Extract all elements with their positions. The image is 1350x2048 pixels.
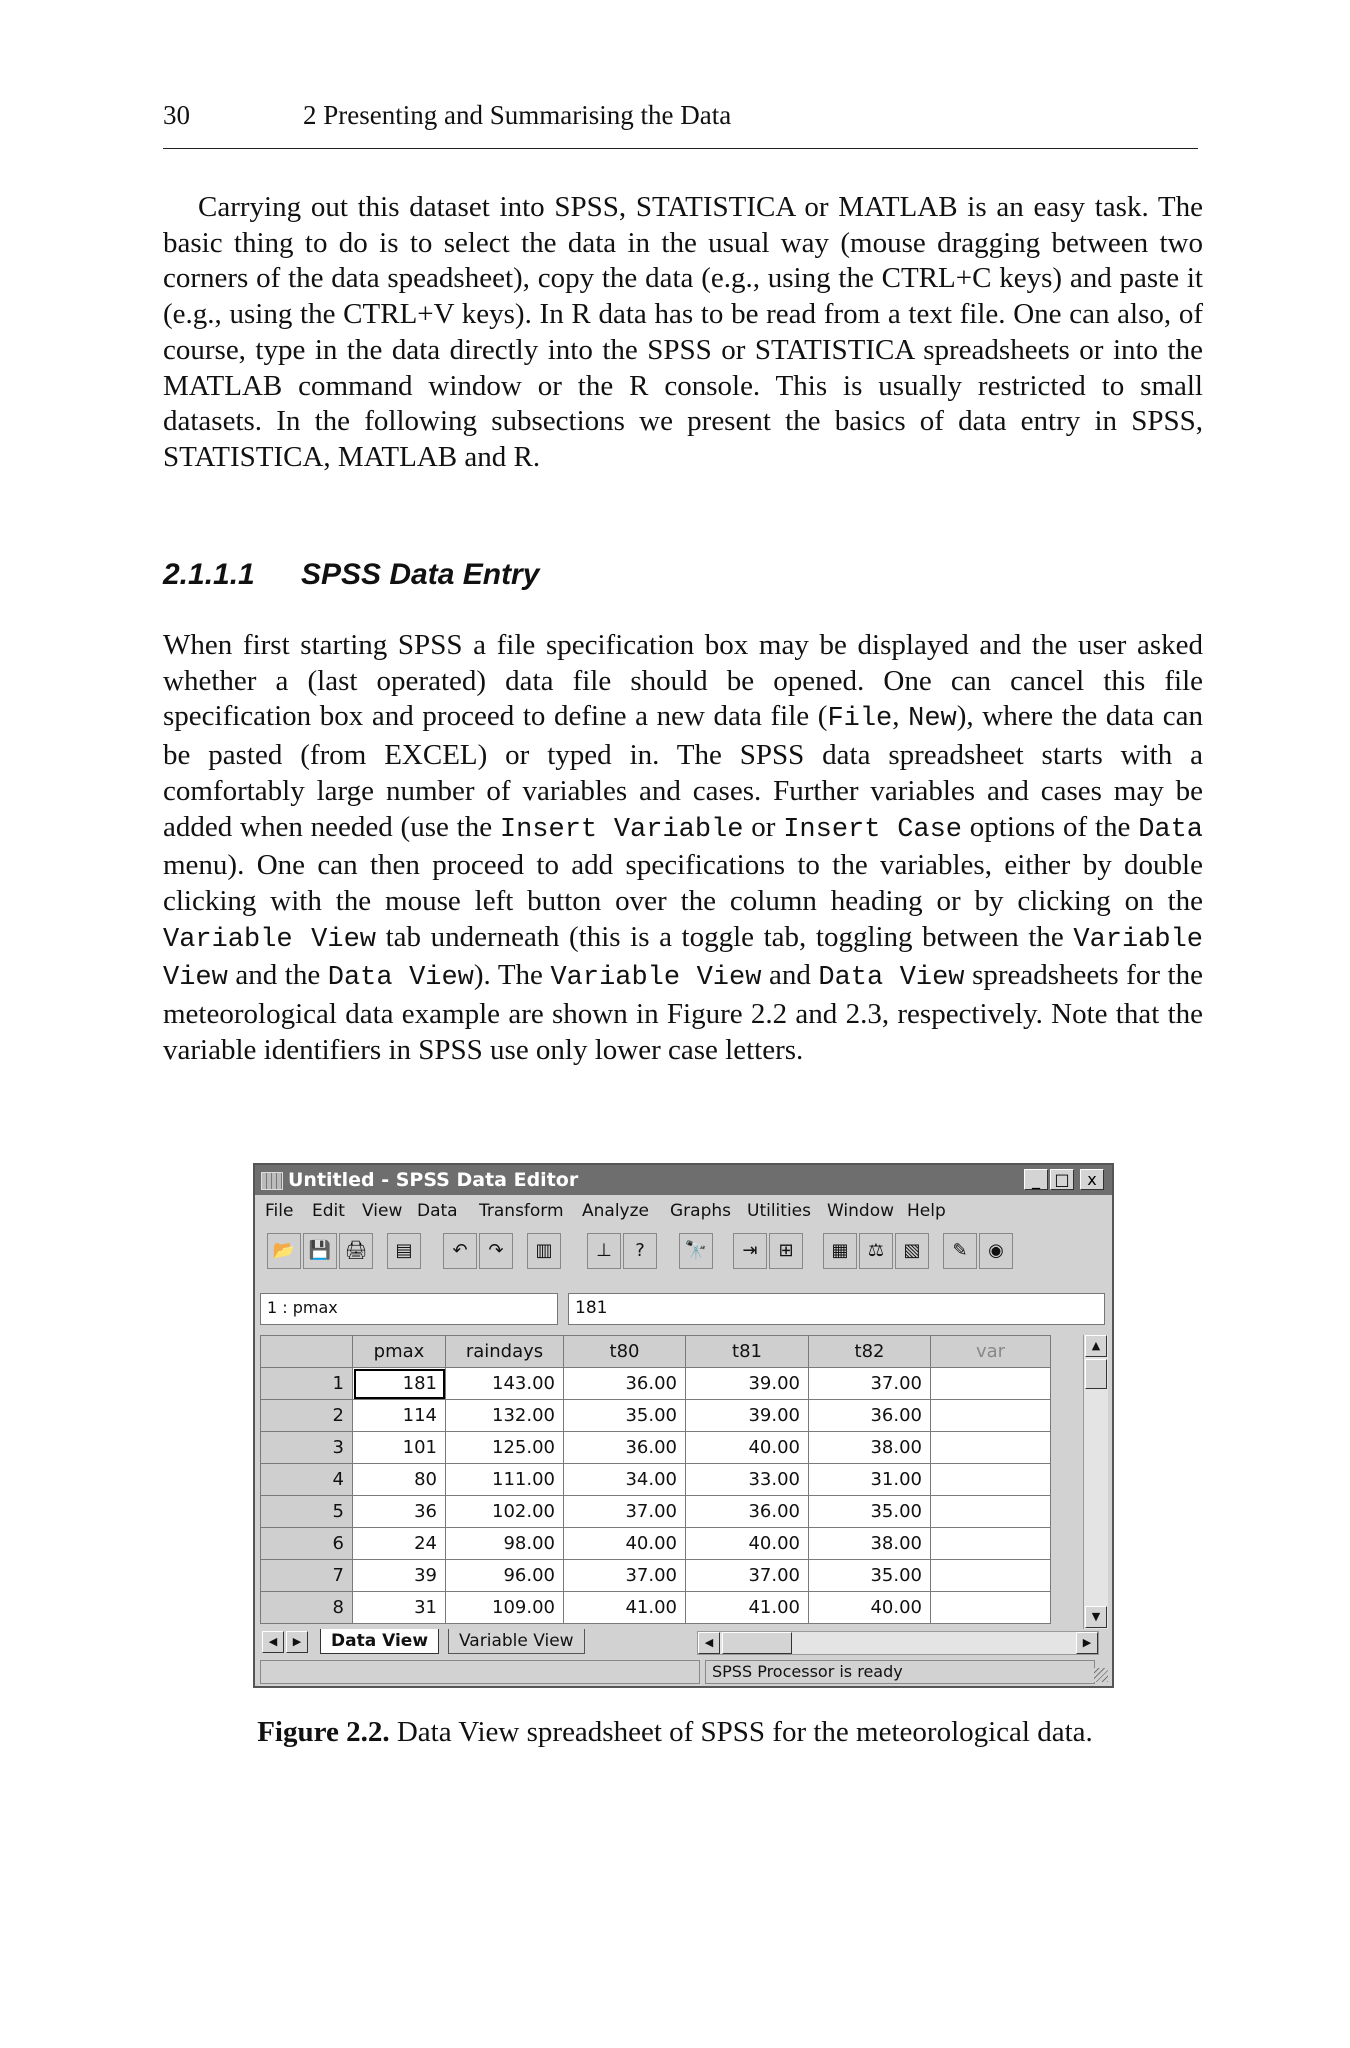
section-title: SPSS Data Entry xyxy=(301,558,540,591)
menu-edit[interactable]: Edit xyxy=(312,1201,345,1221)
section-heading xyxy=(163,558,539,592)
column-header[interactable]: raindays xyxy=(446,1336,564,1368)
scroll-thumb[interactable] xyxy=(1085,1359,1107,1389)
table-cell[interactable]: 143.00 xyxy=(446,1368,564,1400)
table-cell[interactable]: 37.00 xyxy=(686,1560,809,1592)
column-header[interactable]: pmax xyxy=(353,1336,446,1368)
table-cell[interactable]: 36 xyxy=(353,1496,446,1528)
tab-data-view[interactable]: Data View xyxy=(320,1629,439,1654)
open-icon[interactable]: 📂 xyxy=(267,1233,301,1269)
cell-editor-row xyxy=(260,1293,1105,1327)
table-cell[interactable] xyxy=(931,1592,1051,1624)
table-cell[interactable]: 40.00 xyxy=(686,1528,809,1560)
window-titlebar[interactable] xyxy=(255,1165,1112,1195)
tab-variable-view[interactable]: Variable View xyxy=(448,1629,585,1654)
table-row xyxy=(261,1560,1051,1592)
column-header[interactable]: var xyxy=(931,1336,1051,1368)
table-row xyxy=(261,1368,1051,1400)
use-sets-icon[interactable]: ◉ xyxy=(979,1233,1013,1269)
table-cell[interactable]: 36.00 xyxy=(809,1400,931,1432)
table-cell[interactable]: 109.00 xyxy=(446,1592,564,1624)
table-cell[interactable]: 38.00 xyxy=(809,1528,931,1560)
page-number: 30 xyxy=(163,100,190,130)
intro-paragraph: Carrying out this dataset into SPSS, STATISTICA or MATLAB is an easy task. The basic thing to do is to select the data in the usual way (mouse dragging between two corners of the data speadsheet), copy the data (e.g., using the CTRL+C keys) and paste it (e.g., using the CTRL+V keys). In R data has to be read from a text file. One can also, of course, type in the data directly into the SPSS or STATISTICA spreadsheets or into the MATLAB command window or the R console. This is usually restricted to small datasets. In the following subsections we present the basics of data entry in SPSS, STATISTICA, MATLAB and R. xyxy=(163,191,1203,473)
table-cell[interactable]: 101 xyxy=(353,1432,446,1464)
menu-transform[interactable]: Transform xyxy=(479,1201,564,1221)
page-header xyxy=(163,100,1198,149)
menu-bar xyxy=(255,1195,1112,1227)
insert-variable-icon[interactable]: ⊞ xyxy=(769,1233,803,1269)
table-cell[interactable]: 96.00 xyxy=(446,1560,564,1592)
table-cell[interactable]: 40.00 xyxy=(564,1528,686,1560)
dialog-recall-icon[interactable]: ▤ xyxy=(387,1233,421,1269)
table-cell[interactable]: 36.00 xyxy=(564,1368,686,1400)
select-cases-icon[interactable]: ▧ xyxy=(895,1233,929,1269)
goto-chart-icon[interactable]: ▥ xyxy=(527,1233,561,1269)
scroll-left-icon[interactable]: ◀ xyxy=(698,1632,720,1654)
table-cell[interactable]: 35.00 xyxy=(564,1400,686,1432)
row-header[interactable]: 6 xyxy=(261,1528,353,1560)
spreadsheet-icon xyxy=(261,1172,283,1190)
vertical-scrollbar[interactable] xyxy=(1083,1335,1108,1629)
toolbar xyxy=(263,1233,1103,1273)
figure-caption-text: Data View spreadsheet of SPSS for the meteorological data. xyxy=(389,1716,1093,1748)
close-button[interactable]: x xyxy=(1080,1169,1104,1190)
variables-icon[interactable]: ? xyxy=(623,1233,657,1269)
row-header[interactable]: 3 xyxy=(261,1432,353,1464)
tab-scroll-left-icon[interactable]: ◀ xyxy=(262,1631,284,1653)
table-cell[interactable]: 80 xyxy=(353,1464,446,1496)
column-header[interactable]: t81 xyxy=(686,1336,809,1368)
table-row xyxy=(261,1592,1051,1624)
table-cell[interactable]: 34.00 xyxy=(564,1464,686,1496)
row-header[interactable]: 1 xyxy=(261,1368,353,1400)
menu-graphs[interactable]: Graphs xyxy=(670,1201,732,1221)
horizontal-scrollbar[interactable] xyxy=(697,1631,1099,1655)
hscroll-thumb[interactable] xyxy=(722,1632,792,1654)
cell-value-input[interactable]: 181 xyxy=(568,1293,1105,1325)
maximize-button[interactable]: □ xyxy=(1050,1169,1074,1190)
row-header[interactable]: 5 xyxy=(261,1496,353,1528)
table-cell[interactable]: 37.00 xyxy=(564,1496,686,1528)
window-title: Untitled - SPSS Data Editor xyxy=(288,1169,579,1191)
menu-help[interactable]: Help xyxy=(907,1201,946,1221)
table-cell[interactable]: 39.00 xyxy=(686,1368,809,1400)
table-cell[interactable]: 33.00 xyxy=(686,1464,809,1496)
status-bar-left xyxy=(260,1660,700,1684)
figure-label: Figure 2.2. xyxy=(257,1716,390,1748)
table-cell[interactable]: 98.00 xyxy=(446,1528,564,1560)
table-cell[interactable]: 31 xyxy=(353,1592,446,1624)
table-cell[interactable]: 102.00 xyxy=(446,1496,564,1528)
minimize-button[interactable]: _ xyxy=(1024,1169,1048,1190)
column-header[interactable]: t82 xyxy=(809,1336,931,1368)
cell-reference: 1 : pmax xyxy=(260,1293,558,1325)
table-cell[interactable]: 40.00 xyxy=(686,1432,809,1464)
row-header[interactable]: 2 xyxy=(261,1400,353,1432)
table-cell[interactable] xyxy=(931,1400,1051,1432)
table-cell[interactable]: 40.00 xyxy=(809,1592,931,1624)
table-cell[interactable] xyxy=(931,1368,1051,1400)
table-cell[interactable]: 132.00 xyxy=(446,1400,564,1432)
menu-window[interactable]: Window xyxy=(827,1201,895,1221)
corner-header[interactable] xyxy=(261,1336,353,1368)
data-grid xyxy=(260,1335,1051,1624)
redo-icon[interactable]: ↷ xyxy=(479,1233,513,1269)
table-cell[interactable]: 35.00 xyxy=(809,1496,931,1528)
tab-scroll-right-icon[interactable]: ▶ xyxy=(286,1631,308,1653)
spss-data-editor-window xyxy=(253,1163,1114,1688)
table-cell[interactable]: 114 xyxy=(353,1400,446,1432)
value-labels-icon[interactable]: ✎ xyxy=(943,1233,977,1269)
table-cell[interactable] xyxy=(931,1560,1051,1592)
weight-cases-icon[interactable]: ⚖ xyxy=(859,1233,893,1269)
scroll-down-icon[interactable]: ▼ xyxy=(1085,1606,1107,1628)
table-cell[interactable]: 39.00 xyxy=(686,1400,809,1432)
menu-utilities[interactable]: Utilities xyxy=(747,1201,811,1221)
figure-caption xyxy=(0,1716,1350,1749)
status-bar: SPSS Processor is ready xyxy=(705,1660,1095,1684)
table-cell[interactable]: 41.00 xyxy=(686,1592,809,1624)
row-header[interactable]: 7 xyxy=(261,1560,353,1592)
table-row xyxy=(261,1496,1051,1528)
table-cell[interactable]: 37.00 xyxy=(809,1368,931,1400)
menu-view[interactable]: View xyxy=(362,1201,403,1221)
column-header[interactable]: t80 xyxy=(564,1336,686,1368)
table-cell[interactable]: 38.00 xyxy=(809,1432,931,1464)
running-title: 2 Presenting and Summarising the Data xyxy=(303,100,732,130)
table-cell[interactable]: 31.00 xyxy=(809,1464,931,1496)
scroll-up-icon[interactable]: ▲ xyxy=(1085,1335,1107,1357)
table-cell[interactable]: 37.00 xyxy=(564,1560,686,1592)
table-cell[interactable]: 35.00 xyxy=(809,1560,931,1592)
table-row xyxy=(261,1400,1051,1432)
table-cell[interactable] xyxy=(931,1528,1051,1560)
row-header[interactable]: 4 xyxy=(261,1464,353,1496)
menu-data[interactable]: Data xyxy=(417,1201,458,1221)
split-file-icon[interactable]: ▦ xyxy=(823,1233,857,1269)
table-cell[interactable]: 39 xyxy=(353,1560,446,1592)
print-icon[interactable]: 🖨 xyxy=(339,1233,373,1269)
undo-icon[interactable]: ↶ xyxy=(443,1233,477,1269)
find-icon[interactable]: 🔭 xyxy=(679,1233,713,1269)
table-cell[interactable]: 36.00 xyxy=(564,1432,686,1464)
table-row xyxy=(261,1528,1051,1560)
table-row xyxy=(261,1432,1051,1464)
table-cell[interactable]: 24 xyxy=(353,1528,446,1560)
table-cell[interactable] xyxy=(931,1496,1051,1528)
table-cell[interactable]: 111.00 xyxy=(446,1464,564,1496)
row-header[interactable]: 8 xyxy=(261,1592,353,1624)
resize-grip-icon[interactable] xyxy=(1094,1668,1108,1682)
table-row xyxy=(261,1464,1051,1496)
table-cell[interactable]: 36.00 xyxy=(686,1496,809,1528)
menu-analyze[interactable]: Analyze xyxy=(582,1201,649,1221)
table-cell[interactable]: 181 xyxy=(353,1368,446,1400)
menu-file[interactable]: File xyxy=(265,1201,294,1221)
body-paragraph: When first starting SPSS a file specification box may be displayed and the user asked whether a (last operated) data file should be opened. One can cancel this file specification box and proceed to define a new data file (File, New), where the data can be pasted (from EXCEL) or typed in. The SPSS data spreadsheet starts with a comfortably large number of variables and cases. Further variables and cases may be added when needed (use the Insert Variable or Insert Case options of the Data menu). One can then proceed to add specifications to the variables, either by double clicking with the mouse left button over the column heading or by clicking on the Variable View tab underneath (this is a toggle tab, toggling between the Variable View and the Data View). The Variable View and Data View spreadsheets for the meteorological data example are shown in Figure 2.2 and 2.3, respectively. Note that the variable identifiers in SPSS use only lower case letters. xyxy=(163,629,1204,1066)
insert-case-icon[interactable]: ⇥ xyxy=(733,1233,767,1269)
scroll-right-icon[interactable]: ▶ xyxy=(1076,1632,1098,1654)
table-cell[interactable] xyxy=(931,1432,1051,1464)
save-icon[interactable]: 💾 xyxy=(303,1233,337,1269)
goto-case-icon[interactable]: ⊥ xyxy=(587,1233,621,1269)
section-number: 2.1.1.1 xyxy=(163,558,255,591)
table-cell[interactable]: 125.00 xyxy=(446,1432,564,1464)
table-cell[interactable] xyxy=(931,1464,1051,1496)
table-cell[interactable]: 41.00 xyxy=(564,1592,686,1624)
